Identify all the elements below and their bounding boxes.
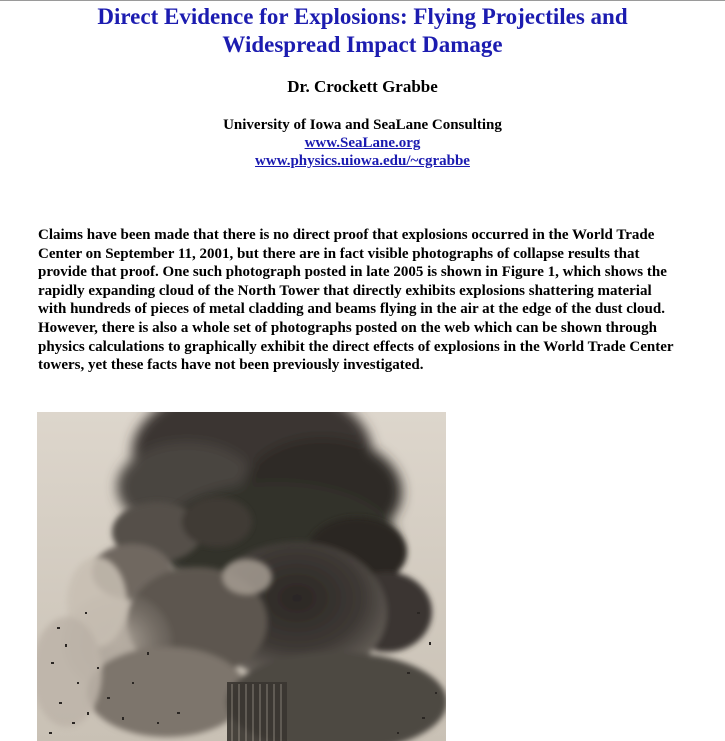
link-row-sealane [0, 134, 725, 152]
figure-photo-dust-cloud [37, 412, 446, 741]
page-top-border [0, 0, 725, 1]
intro-paragraph: Claims have been made that there is no direct proof that explosions occurred in the World Trade Center on September 11, 2001, but there are in fact visible photographs of collapse results that provide that proof. One such photograph posted in late 2005 is shown in Figure 1, which shows the rapidly expanding cloud of the North Tower that directly exhibits explosions shattering material with hundreds of pieces of metal cladding and beams flying in the air at the edge of the dust cloud. However, there is also a whole set of photographs posted on the web which can be shown through physics calculations to graphically exhibit the direct effects of explosions in the World Trade Center towers, yet these facts have not been previously investigated. [38, 227, 674, 374]
link-sealane[interactable]: www.SeaLane.org [304, 135, 421, 151]
affiliation: University of Iowa and SeaLane Consulting [223, 117, 502, 133]
author-name: Dr. Crockett Grabbe [287, 77, 438, 96]
link-physics-homepage[interactable]: www.physics.uiowa.edu/~cgrabbe [255, 153, 470, 169]
title-line-2: Widespread Impact Damage [222, 32, 503, 57]
photo-illustration [37, 412, 446, 741]
title-line-1: Direct Evidence for Explosions: Flying Projectiles and [97, 4, 628, 29]
link-row-physics [0, 152, 725, 170]
